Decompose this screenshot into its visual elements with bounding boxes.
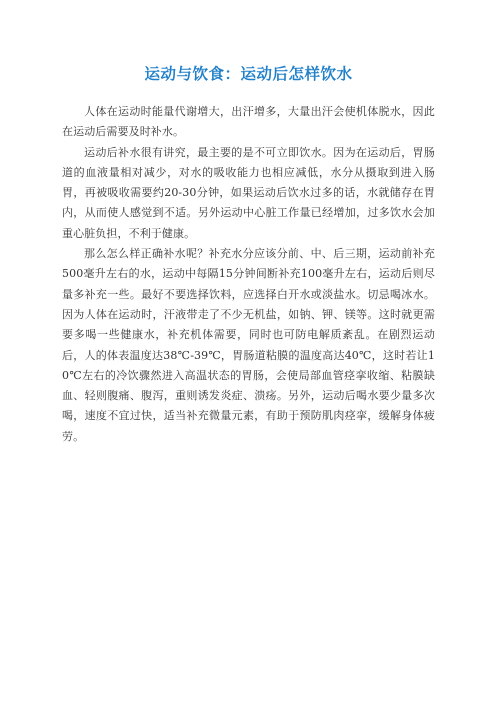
paragraph-1: 人体在运动时能量代谢增大，出汗增多，大量出汗会使机体脱水，因此在运动后需要及时补水。 [62,105,435,139]
paragraph-2: 运动后补水很有讲究，最主要的是不可立即饮水。因为在运动后，胃肠道的血液量相对减少，对水的吸收能力也相应减低，水分从摄取到进入肠胃，再被吸收需要约20-30分钟，如果运动后饮水过多的话，水就储存在胃内，从而使人感觉到不适。另外运动中心脏工作量已经增加，过多饮水会加重心脏负担，不利于健康。 [62,145,435,240]
document-title: 运动与饮食：运动后怎样饮水 [144,65,353,83]
paragraph-3: 那么怎么样正确补水呢？补充水分应该分前、中、后三期，运动前补充500毫升左右的水，运动中每隔15分钟间断补充100毫升左右，运动后则尽量多补充一些。最好不要选择饮料，应选择白开水或淡盐水。切忌喝冰水。因为人体在运动时，汗液带走了不少无机盐，如钠、钾、镁等。这时就更需要多喝一些健康水，补充机体需要，同时也可防电解质紊乱。在剧烈运动后，人的体表温度达38℃-39℃，胃肠道粘膜的温度高达40℃，这时若让10℃左右的冷饮骤然进入高温状态的胃肠，会使局部血管痉挛收缩、粘膜缺血、轻则腹痛、腹泻，重则诱发炎症、溃疡。另外，运动后喝水要少量多次喝，速度不宜过快，适当补充微量元素，有助于预防肌肉痉挛，缓解身体疲劳。 [62,247,435,443]
